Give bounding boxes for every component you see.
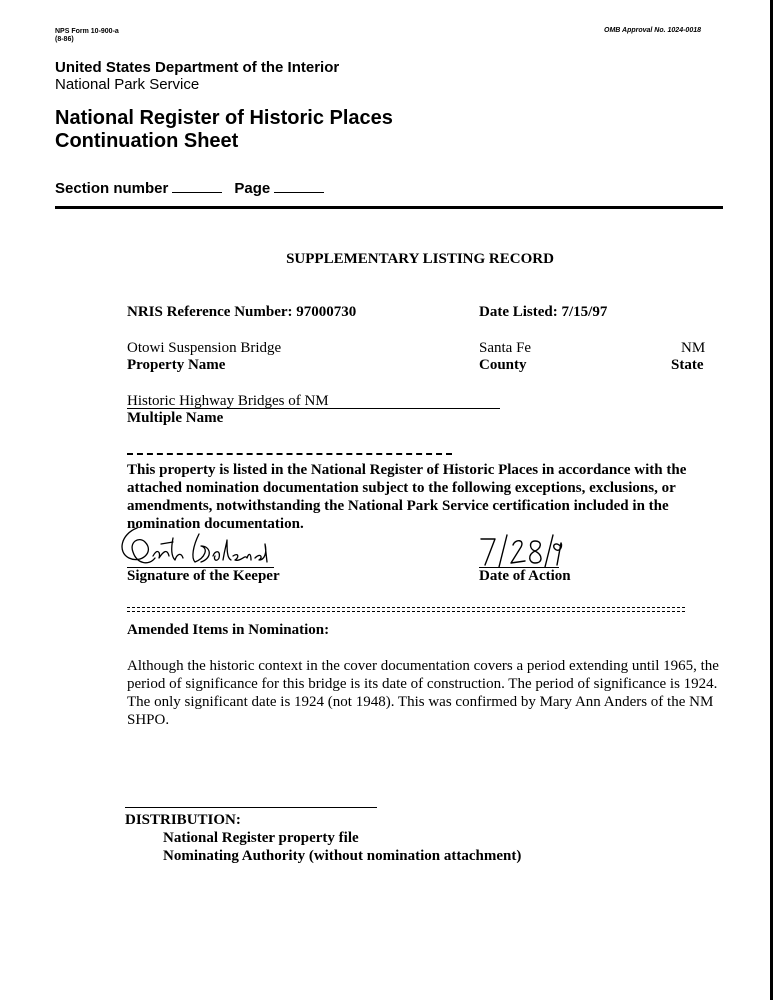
section-number-label: Section number — [55, 180, 169, 197]
property-name-value: Otowi Suspension Bridge — [127, 340, 282, 356]
page-blank — [274, 192, 324, 193]
agency-line2: National Park Service — [55, 76, 200, 93]
title-line1: National Register of Historic Places — [55, 107, 393, 129]
state-value: NM — [681, 340, 706, 356]
state-label: State — [671, 357, 704, 373]
nris-reference — [127, 304, 356, 321]
page-label: Page — [234, 180, 271, 197]
multiple-name-underline — [127, 408, 500, 409]
distribution-heading: DISTRIBUTION: — [125, 812, 241, 828]
double-separator-top — [127, 607, 685, 608]
header-rule — [55, 206, 723, 209]
record-heading: SUPPLEMENTARY LISTING RECORD — [286, 251, 554, 267]
date-listed-value: 7/15/97 — [561, 304, 608, 320]
date-of-action-label: Date of Action — [479, 568, 571, 584]
amended-body: Although the historic context in the cover documentation covers a period extending until 1965, the period of significance for this bridge is its date of construction. The period of significance is 1924. The only significant date is 1924 (not 1948). This was confirmed by Mary Ann Anders of the NM SHPO. — [127, 658, 719, 728]
nris-value: 97000730 — [296, 304, 357, 320]
distribution-item-1: National Register property file — [163, 830, 359, 846]
amended-heading: Amended Items in Nomination: — [127, 622, 330, 638]
distribution-item-2: Nominating Authority (without nomination attachment) — [163, 848, 522, 864]
dashed-separator — [127, 453, 452, 455]
title-line2: Continuation Sheet — [55, 130, 239, 152]
double-separator-bottom — [127, 611, 685, 612]
agency-line1: United States Department of the Interior — [55, 59, 340, 76]
multiple-name-label: Multiple Name — [127, 410, 224, 426]
multiple-name-value: Historic Highway Bridges of NM — [127, 393, 329, 409]
signature-label: Signature of the Keeper — [127, 568, 280, 584]
form-id-line1: NPS Form 10-900-a — [55, 28, 119, 35]
section-number-blank — [172, 192, 222, 193]
date-listed — [479, 304, 607, 321]
distribution-rule — [125, 807, 377, 808]
keeper-signature — [115, 522, 275, 572]
property-name-label: Property Name — [127, 357, 226, 373]
county-value: Santa Fe — [479, 340, 532, 356]
omb-approval: OMB Approval No. 1024-0018 — [604, 27, 701, 34]
county-label: County — [479, 357, 527, 373]
action-date-handwritten — [477, 533, 567, 569]
date-listed-label: Date Listed: — [479, 304, 558, 320]
nris-label: NRIS Reference Number: — [127, 304, 293, 320]
form-id-line2: (8-86) — [55, 36, 74, 43]
form-id — [55, 28, 119, 44]
section-page-line — [55, 180, 336, 197]
certification-text: This property is listed in the National Register of Historic Places in accordance with the attached nomination documentation subject to the following exceptions, exclusions, or amendments, notwithstanding the National Park Service certification included in the nomination documentation. — [127, 462, 687, 532]
